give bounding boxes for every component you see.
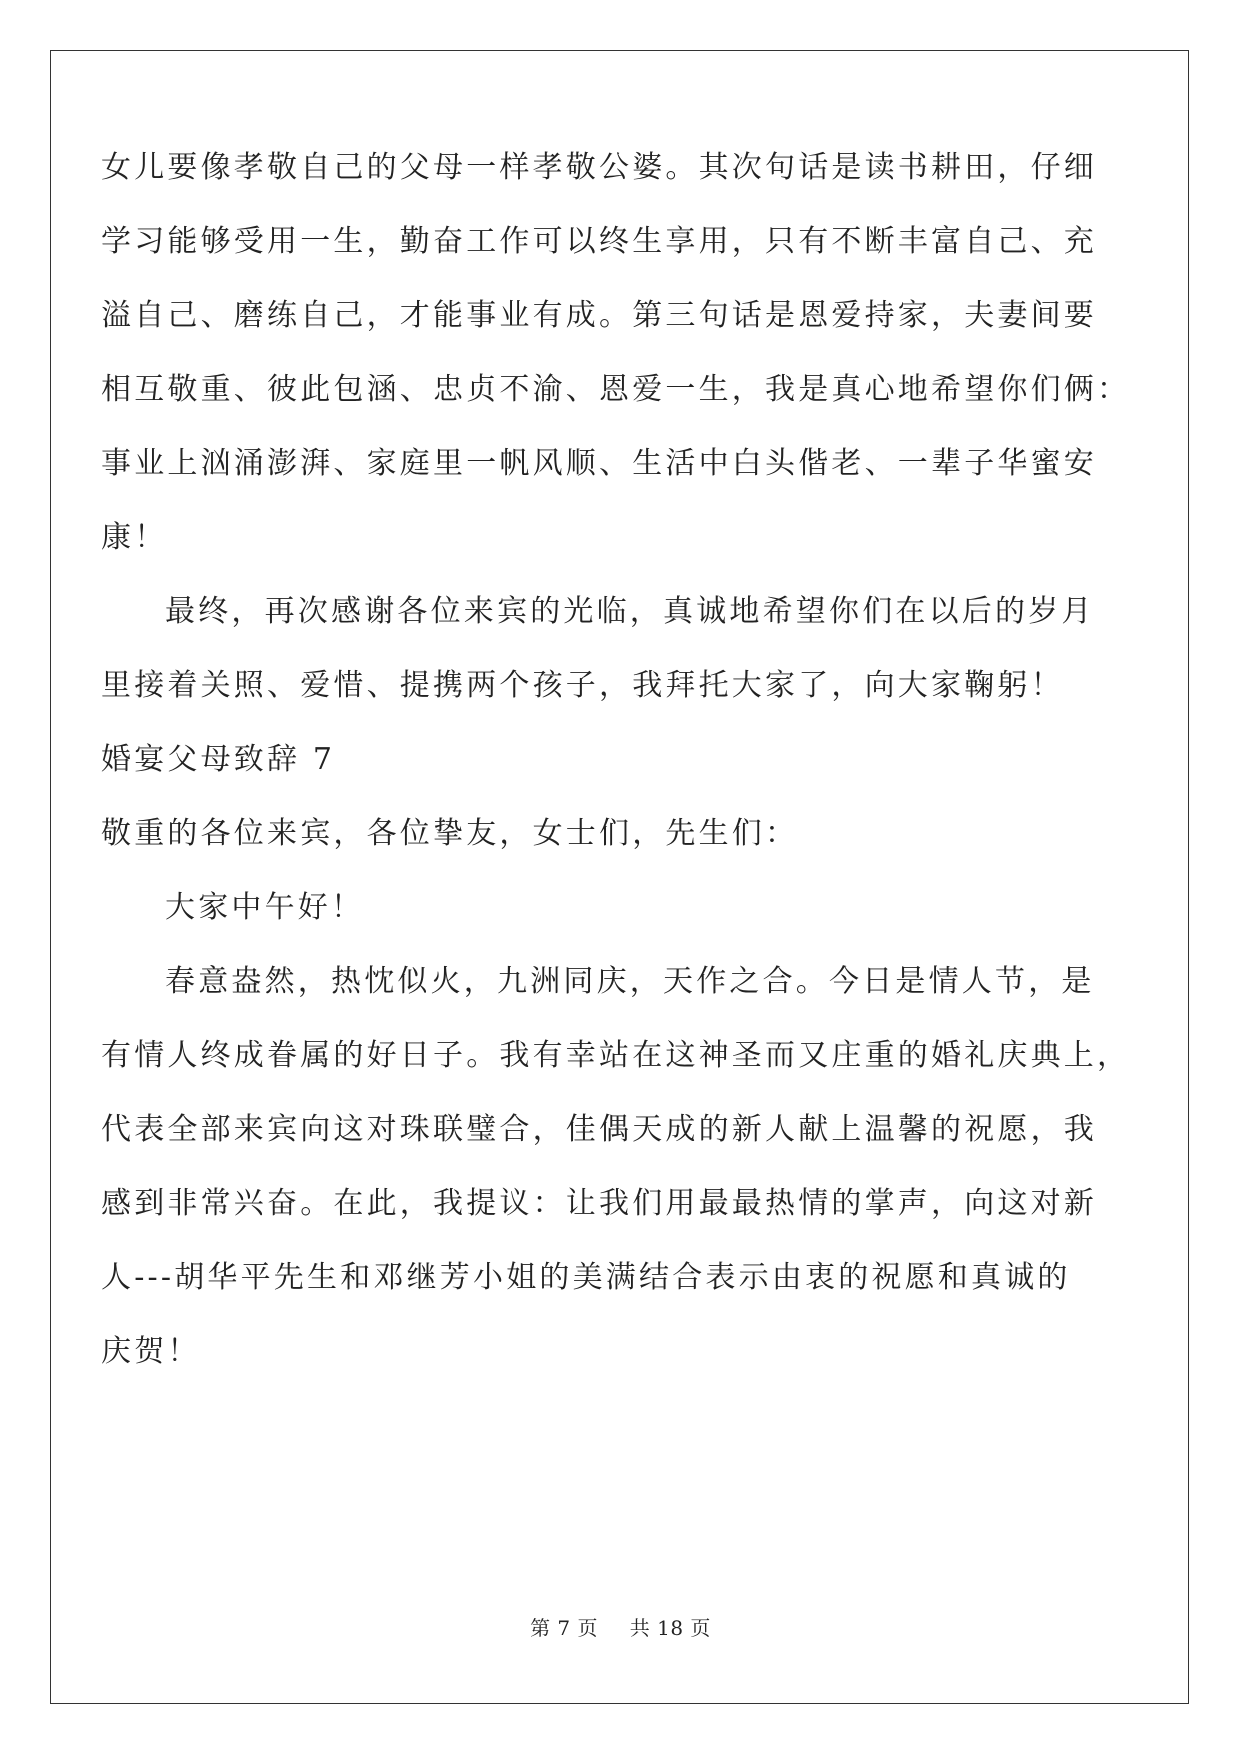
text-line: 相互敬重、彼此包涵、忠贞不渝、恩爱一生，我是真心地希望你们俩： [101, 372, 1131, 407]
paragraph-start-line: 春意盎然，热忱似火，九洲同庆，天作之合。今日是情人节，是 [165, 964, 1095, 999]
text-line: 有情人终成眷属的好日子。我有幸站在这神圣而又庄重的婚礼庆典上， [101, 1038, 1131, 1073]
text-line: 事业上汹涌澎湃、家庭里一帆风顺、生活中白头偕老、一辈子华蜜安 [101, 446, 1097, 481]
section-heading: 婚宴父母致辞 7 [101, 742, 336, 777]
page-number: 第 7 页 [530, 1616, 599, 1640]
greeting-line: 大家中午好！ [165, 890, 365, 925]
paragraph-start-line: 最终，再次感谢各位来宾的光临，真诚地希望你们在以后的岁月 [165, 594, 1095, 629]
salutation-line: 敬重的各位来宾，各位挚友，女士们，先生们： [101, 816, 799, 851]
text-line: 庆贺！ [101, 1334, 201, 1369]
page-total: 共 18 页 [629, 1616, 711, 1640]
page-footer [0, 1612, 1241, 1641]
text-line: 感到非常兴奋。在此，我提议：让我们用最最热情的掌声，向这对新 [101, 1186, 1097, 1221]
text-line: 学习能够受用一生，勤奋工作可以终生享用，只有不断丰富自己、充 [101, 224, 1097, 259]
text-line: 里接着关照、爱惜、提携两个孩子，我拜托大家了，向大家鞠躬！ [101, 668, 1064, 703]
text-line: 人---胡华平先生和邓继芳小姐的美满结合表示由衷的祝愿和真诚的 [101, 1260, 1071, 1295]
text-line: 代表全部来宾向这对珠联璧合，佳偶天成的新人献上温馨的祝愿，我 [101, 1112, 1097, 1147]
text-line: 溢自己、磨练自己，才能事业有成。第三句话是恩爱持家，夫妻间要 [101, 298, 1097, 333]
text-line: 康！ [101, 520, 168, 555]
text-line: 女儿要像孝敬自己的父母一样孝敬公婆。其次句话是读书耕田，仔细 [101, 150, 1097, 185]
